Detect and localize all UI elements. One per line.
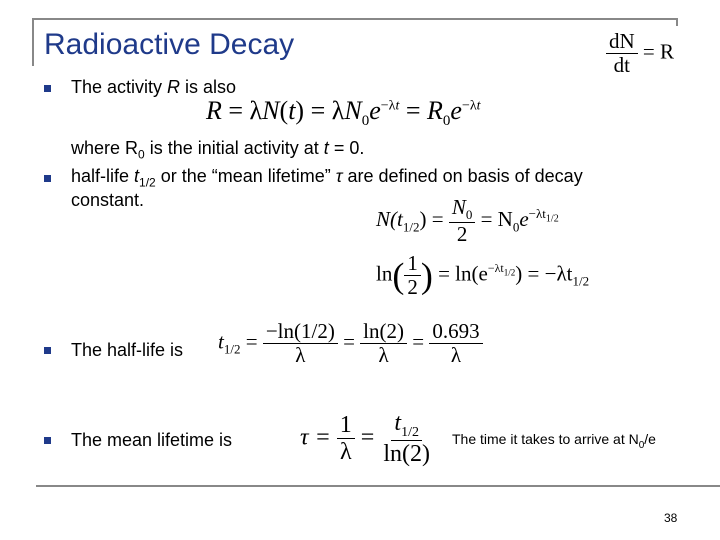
- half-life-equation-2: ln( $\frac{1}{2}$ ) = $\ln(e^{-\lambda t_{1/2}}) = -\lambda t_{1/2}$: [376, 251, 590, 300]
- activity-equation: $R = \lambda N(t) = \lambda N_0e^{-\lambda t} = R_0e^{-\lambda t}$: [206, 96, 481, 130]
- bullet1-var-r: R: [167, 77, 181, 97]
- half-eq1-fraction: [449, 196, 476, 247]
- half-eq1-mid: = N: [480, 207, 513, 232]
- where-t: t: [323, 138, 329, 158]
- corner-equation: [606, 30, 674, 77]
- bullet2-t: t: [134, 166, 140, 186]
- half-eq1-num-sub: 0: [465, 207, 473, 223]
- corner-rhs: = R: [642, 39, 675, 64]
- bullet-marker-3: [44, 347, 51, 354]
- half-eq2-exp: −λt: [487, 261, 504, 276]
- half-life-f2-den: λ: [378, 343, 389, 368]
- half-eq1-den: 2: [456, 222, 468, 247]
- bullet-marker-2: [44, 175, 51, 182]
- title-frame-top: [32, 18, 678, 20]
- where-c: = 0.: [328, 138, 365, 158]
- half-eq1-num: N: [451, 195, 466, 219]
- bullet4-label: The mean lifetime is: [71, 430, 233, 450]
- mean-life-frac-2: [380, 410, 433, 468]
- note-b: /e: [644, 431, 656, 447]
- half-life-eq: =: [245, 329, 258, 354]
- half-life-f1-den: λ: [295, 343, 306, 368]
- title-frame-left: [32, 18, 34, 66]
- half-eq1-exp: −λt: [528, 206, 546, 222]
- half-eq1-lhs-close: ) =: [419, 207, 444, 232]
- mean-life-frac-1: [337, 412, 355, 466]
- bullet1-text: [71, 77, 236, 98]
- mean-lifetime-note: [452, 431, 656, 451]
- where-a: where R: [71, 138, 139, 158]
- half-eq1-e: e: [519, 207, 529, 232]
- bullet2-line2: constant.: [71, 190, 145, 210]
- where-b: is the initial activity at: [144, 138, 324, 158]
- half-eq1-lhs-sub: 1/2: [402, 219, 420, 235]
- half-eq2-fraction: [404, 252, 421, 299]
- half-eq2-exp-sub: 1/2: [503, 267, 516, 278]
- half-eq2-den: 2: [407, 275, 418, 300]
- corner-den: dt: [613, 53, 630, 78]
- half-life-lhs: t: [218, 329, 224, 354]
- bottom-rule: [36, 485, 720, 487]
- mean-life-f1-den: λ: [339, 439, 352, 466]
- corner-num: dN: [606, 30, 638, 54]
- mean-lifetime-formula: [300, 410, 433, 468]
- where-sub: 0: [138, 147, 145, 162]
- half-life-equation-1: [376, 196, 559, 247]
- bullet-marker-1: [44, 85, 51, 92]
- half-life-frac-3: [429, 320, 482, 367]
- mean-life-lhs: τ =: [300, 424, 331, 451]
- title-frame-right: [676, 18, 678, 26]
- half-life-f3-den: λ: [450, 343, 462, 368]
- where-line: [71, 138, 364, 162]
- bullet2-c: are defined on basis of decay: [342, 166, 583, 186]
- bullet2-tau: τ: [335, 166, 343, 186]
- slide-title: Radioactive Decay: [44, 28, 295, 61]
- half-eq2-num: 1: [404, 252, 421, 276]
- mean-life-f1-num: 1: [337, 412, 355, 439]
- bullet2-b: or the “mean lifetime”: [155, 166, 336, 186]
- half-life-frac-2: [360, 320, 407, 367]
- half-eq2-rhs: = ln(e: [438, 261, 488, 286]
- mean-life-f2-num-sub: 1/2: [401, 424, 419, 440]
- bullet3-label: The half-life is: [71, 340, 184, 360]
- half-life-f2-num: ln(2): [360, 320, 407, 344]
- mean-life-f2-num: t: [394, 410, 402, 436]
- bullet1-text-a: The activity: [71, 77, 168, 97]
- half-eq1-exp-sub: 1/2: [545, 213, 559, 225]
- page-number: 38: [664, 511, 678, 525]
- half-eq1-lhs: N(t: [376, 207, 403, 232]
- mean-life-eq: =: [360, 424, 375, 451]
- bullet1-text-b: is also: [180, 77, 237, 97]
- bullet2-sub: 1/2: [139, 175, 156, 190]
- half-life-f1-num: −ln(1/2): [263, 320, 338, 344]
- half-eq2-ln: ln: [376, 261, 393, 286]
- bullet2-a: half-life: [71, 166, 135, 186]
- bullet2-line1: [71, 166, 583, 190]
- half-eq1-mid-sub: 0: [512, 219, 520, 235]
- corner-fraction: [606, 30, 638, 77]
- half-life-f3-num: 0.693: [429, 320, 482, 344]
- mean-life-f2-den: ln(2): [383, 441, 430, 468]
- note-a: The time it takes to arrive at N: [452, 431, 639, 447]
- half-life-formula: $t_{1/2}$ = $\frac{-\ln(1/2)}{\lambda}$ = $\frac{\ln(2)}{\lambda}$ = $\frac{0.693}{\lambda}$: [218, 320, 483, 367]
- half-eq2-rhs2: ) = −λt: [515, 261, 573, 286]
- half-life-lhs-sub: 1/2: [223, 341, 241, 357]
- half-eq2-rhs2-sub: 1/2: [572, 273, 590, 289]
- half-life-frac-1: [263, 320, 338, 367]
- bullet-marker-4: [44, 437, 51, 444]
- note-sub: 0: [638, 439, 645, 451]
